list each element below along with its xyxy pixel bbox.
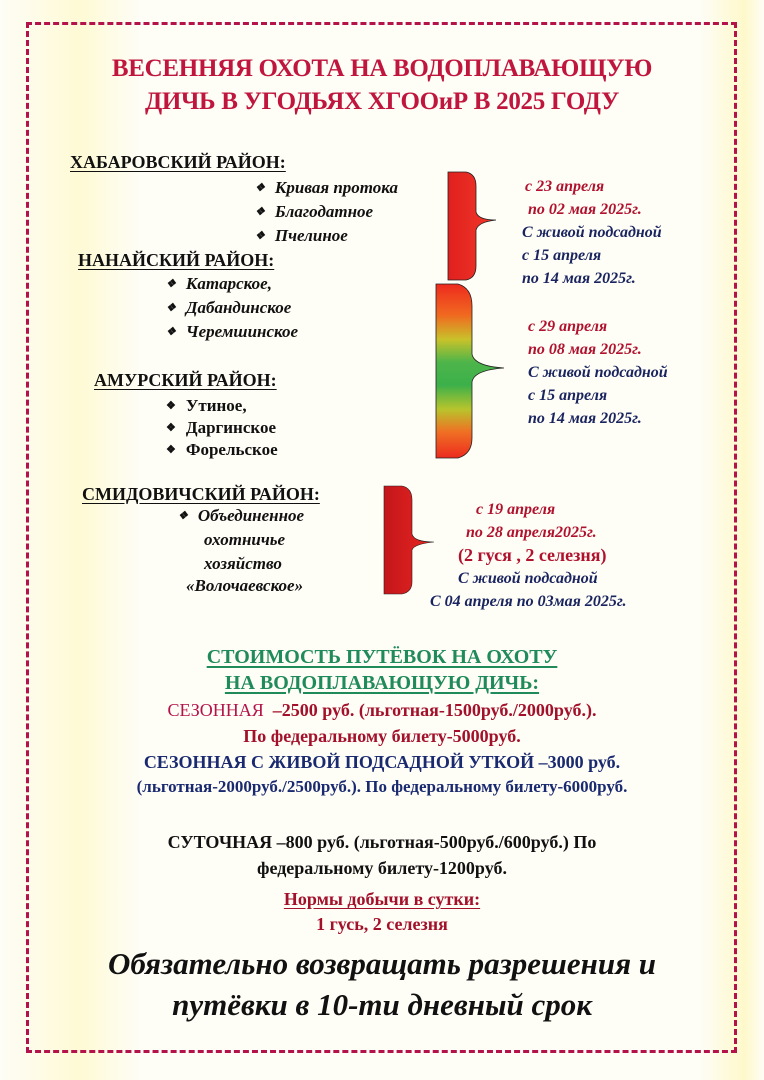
place-item: ❖ Утиное,	[166, 396, 247, 415]
diamond-bullet-icon: ❖	[255, 182, 265, 194]
place-item: ❖ Дабандинское	[166, 298, 292, 317]
diamond-bullet-icon: ❖	[166, 302, 176, 314]
norms-heading: Нормы добычи в сутки:	[283, 889, 481, 909]
title-line-1: ВЕСЕННЯЯ ОХОТА НА ВОДОПЛАВАЮЩУЮ	[111, 55, 653, 82]
pricing-heading-1: СТОИМОСТЬ ПУТЁВОК НА ОХОТУ	[206, 646, 558, 668]
daily-price-line-2: федеральному билету-1200руб.	[257, 858, 507, 878]
footer-line-2: путёвки в 10-ти дневный срок	[172, 987, 592, 1022]
pricing-heading-2: НА ВОДОПЛАВАЮЩУЮ ДИЧЬ:	[224, 672, 540, 694]
diamond-bullet-icon: ❖	[166, 400, 176, 412]
diamond-bullet-icon: ❖	[166, 422, 176, 434]
flyer-title	[40, 52, 724, 118]
place-item-cont: «Волочаевское»	[186, 576, 304, 595]
decoy-price-line-1: СЕЗОННАЯ С ЖИВОЙ ПОДСАДНОЙ УТКОЙ –3000 руб.	[143, 752, 621, 772]
footer-line-1: Обязательно возвращать разрешения и	[107, 946, 657, 981]
norms-text: 1 гусь, 2 селезня	[316, 914, 448, 934]
place-item: ❖ Катарское,	[166, 274, 272, 293]
seasonal-price: СЕЗОННАЯ –2500 руб. (льготная-1500руб./2000руб.).	[167, 700, 597, 720]
brace-khabarovsk	[444, 170, 504, 282]
place-item-cont: охотничье	[204, 530, 286, 549]
diamond-bullet-icon: ❖	[166, 326, 176, 338]
title-line-2: ДИЧЬ В УГОДЬЯХ ХГООиР В 2025 ГОДУ	[144, 88, 620, 115]
district-smidovich: СМИДОВИЧСКИЙ РАЙОН:	[82, 484, 320, 504]
diamond-bullet-icon: ❖	[166, 278, 176, 290]
period-khabarovsk: с 23 апреля по 02 мая 2025г. С живой подсадной с 15 апреля по 14 мая 2025г.	[522, 178, 662, 287]
place-item: ❖ Объединенное	[178, 506, 305, 525]
decoy-price-line-2: (льготная-2000руб./2500руб.). По федеральному билету-6000руб.	[136, 777, 628, 796]
period-smidovich: с 19 апреля по 28 апреля2025г. (2 гуся , 2 селезня) С живой подсадной С 04 апреля по 03мая 2025г.	[430, 501, 627, 610]
place-item: ❖ Черемшинское	[166, 322, 299, 341]
place-item: ❖ Кривая протока	[255, 178, 398, 197]
diamond-bullet-icon: ❖	[166, 444, 176, 456]
district-amur: АМУРСКИЙ РАЙОН:	[94, 370, 277, 390]
place-item: ❖ Пчелиное	[255, 226, 348, 245]
place-item: ❖ Благодатное	[255, 202, 374, 221]
place-item-cont: хозяйство	[204, 554, 282, 573]
seasonal-federal-price: По федеральному билету-5000руб.	[243, 726, 521, 746]
period-nanai-amur: с 29 апреля по 08 мая 2025г. С живой подсадной с 15 апреля по 14 мая 2025г.	[528, 318, 668, 427]
brace-nanai-amur	[434, 280, 514, 460]
place-item: ❖ Даргинское	[166, 418, 276, 437]
daily-price-line-1: СУТОЧНАЯ –800 руб. (льготная-500руб./600руб.) По	[167, 832, 597, 852]
place-item: ❖ Форельское	[166, 440, 278, 459]
district-nanai: НАНАЙСКИЙ РАЙОН:	[78, 250, 275, 270]
diamond-bullet-icon: ❖	[178, 510, 188, 522]
diamond-bullet-icon: ❖	[255, 206, 265, 218]
diamond-bullet-icon: ❖	[255, 230, 265, 242]
district-khabarovsk: ХАБАРОВСКИЙ РАЙОН:	[70, 152, 286, 172]
